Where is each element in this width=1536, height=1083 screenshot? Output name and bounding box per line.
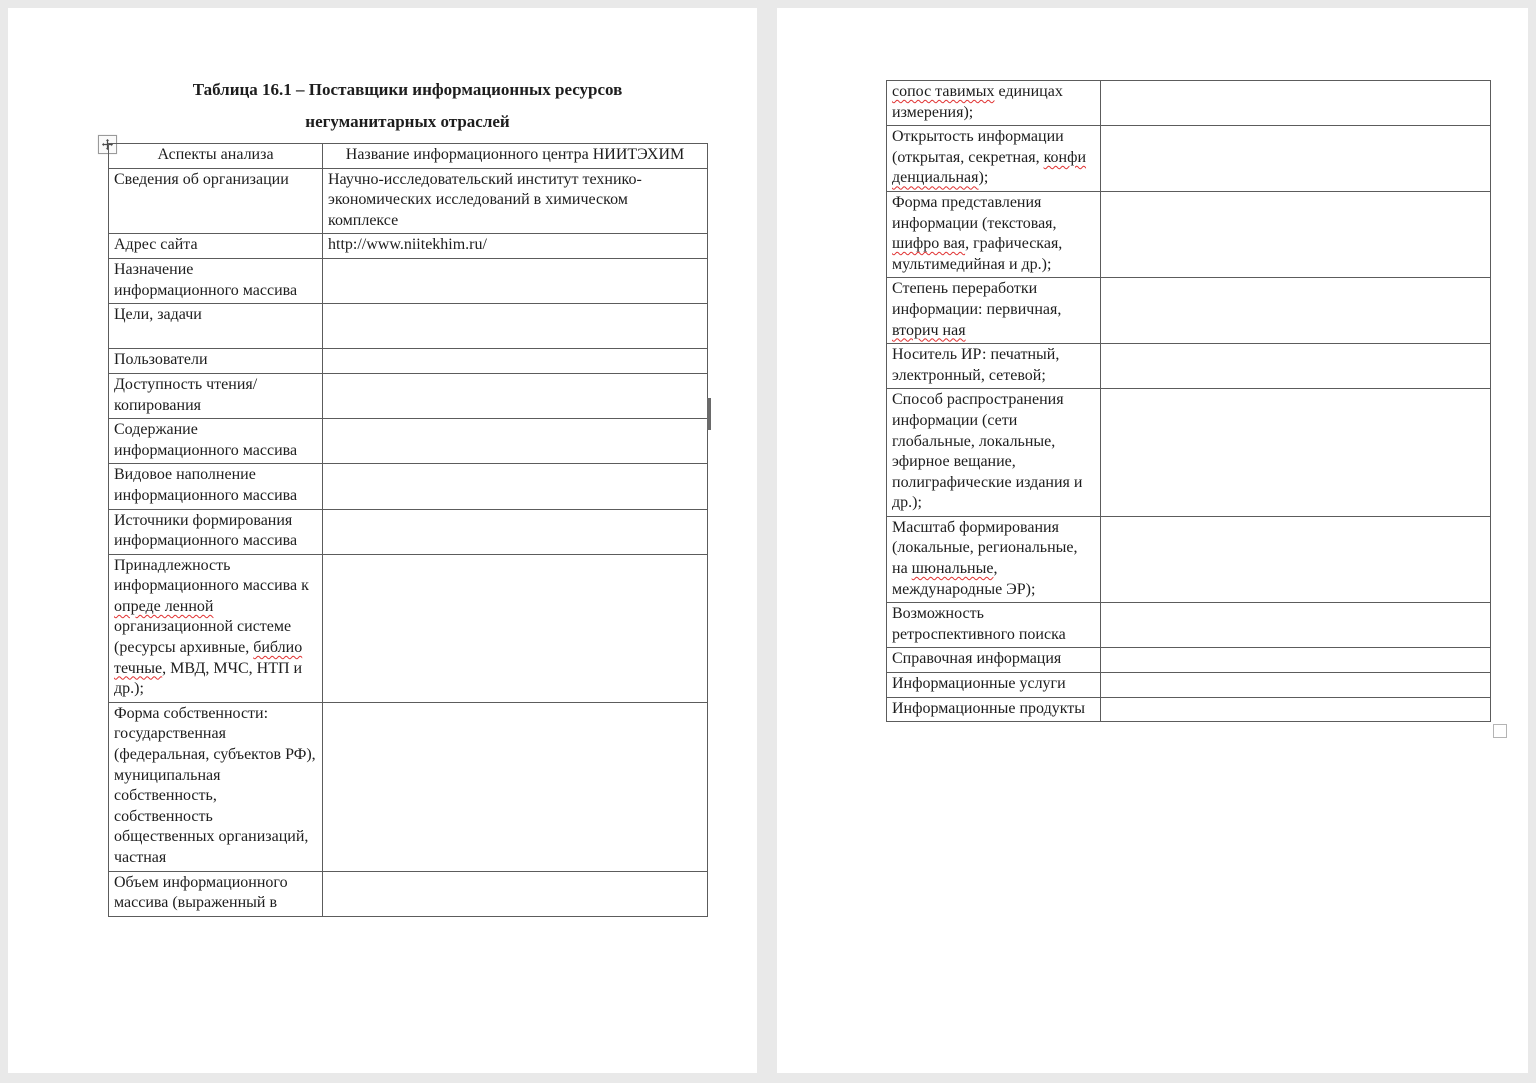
aspect-cell[interactable]	[109, 258, 323, 303]
value-cell[interactable]	[323, 509, 708, 554]
aspect-cell[interactable]	[109, 373, 323, 418]
value-cell[interactable]	[1101, 648, 1491, 673]
cell-text: Цели, задачи	[114, 306, 202, 324]
cell-text: Носитель ИР: печатный, электронный, сетевой;	[892, 346, 1060, 384]
aspect-cell[interactable]	[887, 191, 1101, 277]
aspect-cell[interactable]	[887, 516, 1101, 602]
cell-text: Форма представления информации (текстовая,	[892, 193, 1057, 232]
table-caption-line-2[interactable]: негуманитарных отраслей	[305, 112, 510, 131]
cell-text: , МВД, МЧС, НТП и др.);	[114, 659, 303, 698]
aspect-cell[interactable]	[109, 554, 323, 702]
cell-text: Информационные услуги	[892, 675, 1066, 693]
cell-text: Назначение информационного массива	[114, 260, 298, 299]
aspect-cell[interactable]	[109, 464, 323, 509]
misspelled-text: библио течные	[114, 639, 303, 677]
cell-text: Масштаб формирования (локальные, региональные, на	[892, 518, 1078, 578]
aspect-cell[interactable]	[109, 349, 323, 374]
table-row	[109, 349, 708, 374]
value-cell[interactable]	[323, 304, 708, 349]
header-cell-aspects[interactable]: Аспекты анализа	[109, 144, 323, 169]
misspelled-text: сопос тавимых	[892, 83, 995, 100]
cell-text: Степень переработки информации: первичная,	[892, 280, 1062, 318]
value-cell[interactable]	[1101, 278, 1491, 344]
aspect-cell[interactable]	[887, 697, 1101, 722]
document-page-1	[8, 8, 757, 1073]
table-row	[109, 234, 708, 259]
table-row	[109, 702, 708, 871]
cell-text: Пользователи	[114, 351, 208, 369]
table-row	[887, 648, 1491, 673]
aspect-cell[interactable]	[109, 419, 323, 464]
misspelled-text: опреде ленной	[114, 597, 214, 615]
misspelled-text: вторич ная	[892, 321, 966, 339]
table-row	[109, 373, 708, 418]
table-row	[887, 344, 1491, 389]
cell-text: Доступность чтения/копирования	[114, 375, 258, 414]
table-row	[109, 168, 708, 234]
cell-text: Видовое наполнение информационного массива	[114, 466, 298, 504]
cell-text: единицах измерения);	[892, 83, 1063, 121]
table-row	[887, 191, 1491, 277]
table-row	[887, 673, 1491, 698]
table-row	[109, 554, 708, 702]
value-cell[interactable]	[323, 419, 708, 464]
table-row	[887, 389, 1491, 517]
cell-text: Способ распространения информации (сети глобальные, локальные, эфирное вещание, полиграфические издания и др.);	[892, 391, 1083, 512]
aspect-cell[interactable]	[887, 603, 1101, 648]
cell-text: Открытость информации (открытая, секретная,	[892, 128, 1064, 166]
cell-text: Информационные продукты	[892, 699, 1086, 717]
cell-text: , графическая, мультимедийная и др.);	[892, 235, 1063, 273]
table-header-row	[109, 144, 708, 169]
cell-text: Форма собственности: государственная (федеральная, субъектов РФ), муниципальная собственность, собственность общественных организаций, частная	[114, 704, 316, 866]
table-row	[887, 697, 1491, 722]
aspect-cell[interactable]	[887, 673, 1101, 698]
value-cell[interactable]	[1101, 516, 1491, 602]
cell-text: , международные ЭР);	[892, 560, 1036, 598]
value-cell[interactable]	[323, 258, 708, 303]
table-row	[887, 516, 1491, 602]
value-cell[interactable]	[323, 554, 708, 702]
value-cell[interactable]	[323, 373, 708, 418]
misspelled-text: шюнальные	[911, 560, 994, 578]
document-page-2	[777, 8, 1528, 1073]
value-cell[interactable]	[323, 464, 708, 509]
value-cell[interactable]	[1101, 126, 1491, 192]
aspect-cell[interactable]	[109, 871, 323, 916]
cell-text: организационной системе (ресурсы архивные,	[114, 618, 292, 657]
cell-text: Источники формирования информационного массива	[114, 511, 298, 550]
table-row	[109, 258, 708, 303]
cell-text: Объем информационного массива (выраженный в	[114, 873, 288, 912]
cell-text: Принадлежность информационного массива к	[114, 556, 309, 595]
aspect-cell[interactable]	[887, 81, 1101, 126]
aspect-cell[interactable]	[887, 344, 1101, 389]
misspelled-text: шифро вая	[892, 235, 966, 253]
table-row	[887, 603, 1491, 648]
value-cell[interactable]: http://www.niitekhim.ru/	[323, 234, 708, 259]
table-row	[109, 304, 708, 349]
value-cell[interactable]	[323, 349, 708, 374]
table-row	[887, 278, 1491, 344]
value-cell[interactable]	[1101, 389, 1491, 517]
aspect-cell[interactable]	[887, 389, 1101, 517]
suppliers-table-page-1	[108, 143, 708, 917]
table-border-artifact	[707, 398, 711, 430]
aspect-cell[interactable]	[109, 304, 323, 349]
value-cell[interactable]: Научно-исследовательский институт технико-экономических исследований в химическом комплексе	[323, 168, 708, 234]
table-row	[109, 464, 708, 509]
aspect-cell[interactable]	[109, 702, 323, 871]
cell-text: );	[978, 169, 989, 187]
aspect-cell[interactable]	[887, 648, 1101, 673]
aspect-cell[interactable]	[109, 509, 323, 554]
value-cell[interactable]	[1101, 697, 1491, 722]
header-cell-center-name[interactable]: Название информационного центра НИИТЭХИМ	[323, 144, 708, 169]
table-caption-line-1[interactable]: Таблица 16.1 – Поставщики информационных ресурсов	[192, 80, 623, 99]
table-row	[887, 81, 1491, 126]
value-cell[interactable]	[323, 702, 708, 871]
aspect-cell[interactable]	[887, 278, 1101, 344]
cell-text: Адрес сайта	[114, 236, 198, 254]
aspect-cell[interactable]	[887, 126, 1101, 192]
table-resize-handle[interactable]	[1493, 724, 1507, 738]
cell-text: Возможность ретроспективного поиска	[892, 605, 1066, 643]
table-row	[109, 419, 708, 464]
table-row	[109, 871, 708, 916]
aspect-cell[interactable]	[109, 234, 323, 259]
suppliers-table-page-2-continuation	[886, 80, 1491, 722]
table-row	[109, 509, 708, 554]
value-cell[interactable]	[1101, 344, 1491, 389]
table-row	[887, 126, 1491, 192]
value-cell[interactable]	[1101, 603, 1491, 648]
value-cell[interactable]	[1101, 191, 1491, 277]
value-cell[interactable]	[323, 871, 708, 916]
value-cell[interactable]	[1101, 81, 1491, 126]
cell-text: Сведения об организации	[114, 170, 289, 188]
cell-text: Содержание информационного массива	[114, 421, 298, 459]
cell-text: Справочная информация	[892, 650, 1062, 668]
aspect-cell[interactable]	[109, 168, 323, 234]
value-cell[interactable]	[1101, 673, 1491, 698]
misspelled-text: конфи денциальная	[892, 148, 1087, 187]
